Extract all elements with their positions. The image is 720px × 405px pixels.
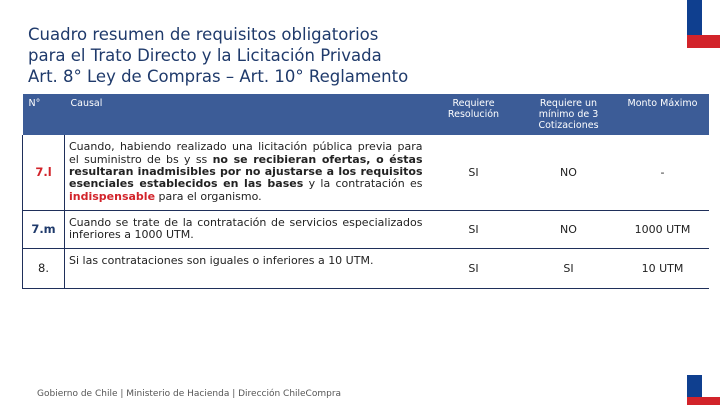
row-monto: 10 UTM (617, 248, 709, 288)
causal-text: y la contratación es (303, 177, 423, 191)
row-causal (65, 135, 427, 210)
row-monto: - (617, 135, 709, 210)
header-monto: Monto Máximo (617, 94, 709, 135)
table-header-row (23, 94, 709, 135)
requirements-table (22, 94, 709, 289)
table-row (23, 210, 709, 248)
footer-text: Gobierno de Chile | Ministerio de Hacienda | Dirección ChileCompra (37, 389, 342, 399)
row-resolucion: SI (427, 135, 521, 210)
table-row (23, 135, 709, 210)
row-number: 7.m (23, 210, 65, 248)
header-resolucion: Requiere Resolución (427, 94, 521, 135)
row-causal: Cuando se trate de la contratación de servicios especializados inferiores a 1000 UTM. (65, 210, 427, 248)
causal-text: para el organismo. (155, 189, 262, 203)
chile-flag-bottom-logo (687, 375, 720, 405)
row-cotizaciones: SI (521, 248, 617, 288)
row-resolucion: SI (427, 248, 521, 288)
title-line-1: Cuadro resumen de requisitos obligatorios (28, 25, 379, 44)
title-line-3: Art. 8° Ley de Compras – Art. 10° Reglamento (28, 67, 409, 86)
causal-text-highlight: indispensable (69, 189, 156, 203)
row-resolucion: SI (427, 210, 521, 248)
row-number: 8. (23, 248, 65, 288)
header-num: N° (23, 94, 65, 135)
table-row (23, 248, 709, 288)
row-number: 7.l (23, 135, 65, 210)
header-causal: Causal (65, 94, 427, 135)
causal-text: Cuando, habiendo realizado una licitación pública previa para el suministro de bs y ss (69, 140, 423, 166)
chile-flag-top-logo (687, 0, 720, 48)
causal-text-bold: no se recibieran ofertas, o éstas resultaran inadmisibles por no ajustarse a los requisitos esenciales establecidos en las bases (69, 152, 423, 191)
slide-title (28, 24, 488, 87)
header-cotizaciones: Requiere un mínimo de 3 Cotizaciones (521, 94, 617, 135)
row-causal: Si las contrataciones son iguales o inferiores a 10 UTM. (65, 248, 427, 288)
row-monto: 1000 UTM (617, 210, 709, 248)
row-cotizaciones: NO (521, 135, 617, 210)
row-cotizaciones: NO (521, 210, 617, 248)
title-line-2: para el Trato Directo y la Licitación Privada (28, 46, 382, 65)
